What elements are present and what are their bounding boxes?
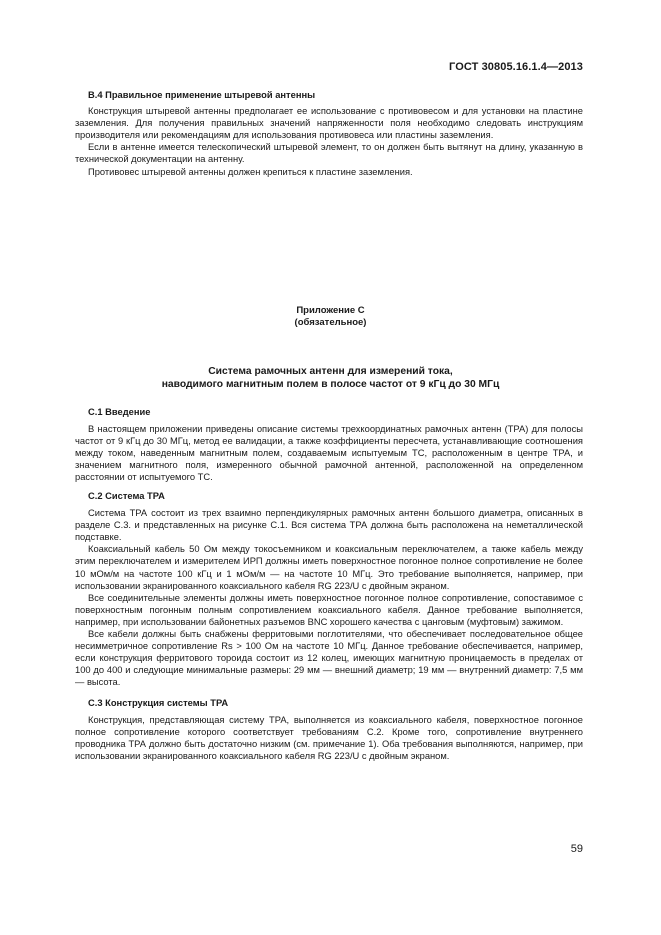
section-c2-paragraph: Все соединительные элементы должны иметь поверхностное погонное полное сопротивление, сопоставимое с поверхностным погонным полным сопротивлением коаксиального кабеля. Данное требование выполняется, например, при использовании байонетных разъемов BNC хорошего качества с цанговым (муфтовым) зажимом. <box>75 592 583 627</box>
annex-status: (обязательное) <box>294 317 367 328</box>
section-c1-paragraph: В настоящем приложении приведены описание системы трехкоординатных рамочных антенн (ТРА) для полосы частот от 9 кГц до 30 МГц, метод ее валидации, а также коэффициенты пересчета, устанавливающие соотношения между током, наведенным магнитным полем, создаваемым испытуемым ТС, расположенным в центре ТРА, и значением магнитного поля, измеренного обычной рамочной антенной, расположенной на определенном расстоянии от испытуемого ТС. <box>75 424 583 483</box>
page-number: 59 <box>570 843 583 855</box>
section-c1 <box>75 406 583 484</box>
section-c1-heading: С.1 Введение <box>88 407 151 417</box>
section-b4-heading: В.4 Правильное применение штыревой антенны <box>88 90 316 100</box>
section-c2-heading: С.2 Система ТРА <box>88 491 165 501</box>
section-b4-paragraph: Противовес штыревой антенны должен крепиться к пластине заземления. <box>88 166 413 177</box>
section-c3-heading: С.3 Конструкция системы ТРА <box>88 698 229 708</box>
section-b4-paragraph: Если в антенне имеется телескопический штыревой элемент, то он должен быть вытянут на длину, указанную в технической документации на антенну. <box>75 142 583 165</box>
section-c2-paragraph: Коаксиальный кабель 50 Ом между токосъемником и коаксиальным переключателем, а также кабель между этим переключателем и измерителем ИРП должны иметь поверхностное погонное полное сопротивление не более 10 мОм/м на частоте 100 кГц и 1 мОм/м — на частоте 10 МГц. Это требование выполняется, например, при использовании экранированного коаксиального кабеля RG 223/U с двойным экраном. <box>75 544 583 591</box>
section-c3 <box>75 697 583 762</box>
section-b4 <box>75 89 583 178</box>
annex-title-line-2: наводимого магнитным полем в полосе частот от 9 кГц до 30 МГц <box>161 379 500 390</box>
section-c2-paragraph: Система ТРА состоит из трех взаимно перпендикулярных рамочных антенн большого диаметра, описанных в разделе С.3. и представленных на рисунке С.1. Вся система ТРА должна быть расположена на неметаллической подставке. <box>75 508 583 543</box>
annex-label: Приложение С <box>296 305 365 316</box>
section-c3-paragraph: Конструкция, представляющая систему ТРА, выполняется из коаксиального кабеля, поверхностное погонное полное сопротивление которого соответствует требованиям С.2. Кроме того, сопротивление внутреннего проводника ТРА должно быть достаточно низким (см. примечание 1). Оба требования выполняются, например, при использовании экранированного коаксиального кабеля RG 223/U с двойным экраном. <box>75 715 583 762</box>
standard-number: ГОСТ 30805.16.1.4—2013 <box>449 61 583 73</box>
annex-title-line-1: Система рамочных антенн для измерений тока, <box>208 366 453 377</box>
section-b4-paragraph: Конструкция штыревой антенны предполагает ее использование с противовесом и для установки на пластине заземления. Для получения правильных значений напряженности поля необходимо следовать инструкциям производителя или рекомендациям для использования противовеса или пластины заземления. <box>75 106 583 141</box>
section-c2-paragraph: Все кабели должны быть снабжены ферритовыми поглотителями, что обеспечивает последовательное общее несимметричное сопротивление Rs > 100 Ом на частоте 10 МГц. Данное требование обеспечивается, например, если конструкция ферритового тороида состоит из 12 колец, имеющих магнитную проницаемость в пределах от 100 до 400 и следующие минимальные размеры: 29 мм — внешний диаметр; 19 мм — внутренний диаметр: 7,5 мм — высота. <box>75 629 583 688</box>
section-c2 <box>75 490 583 689</box>
